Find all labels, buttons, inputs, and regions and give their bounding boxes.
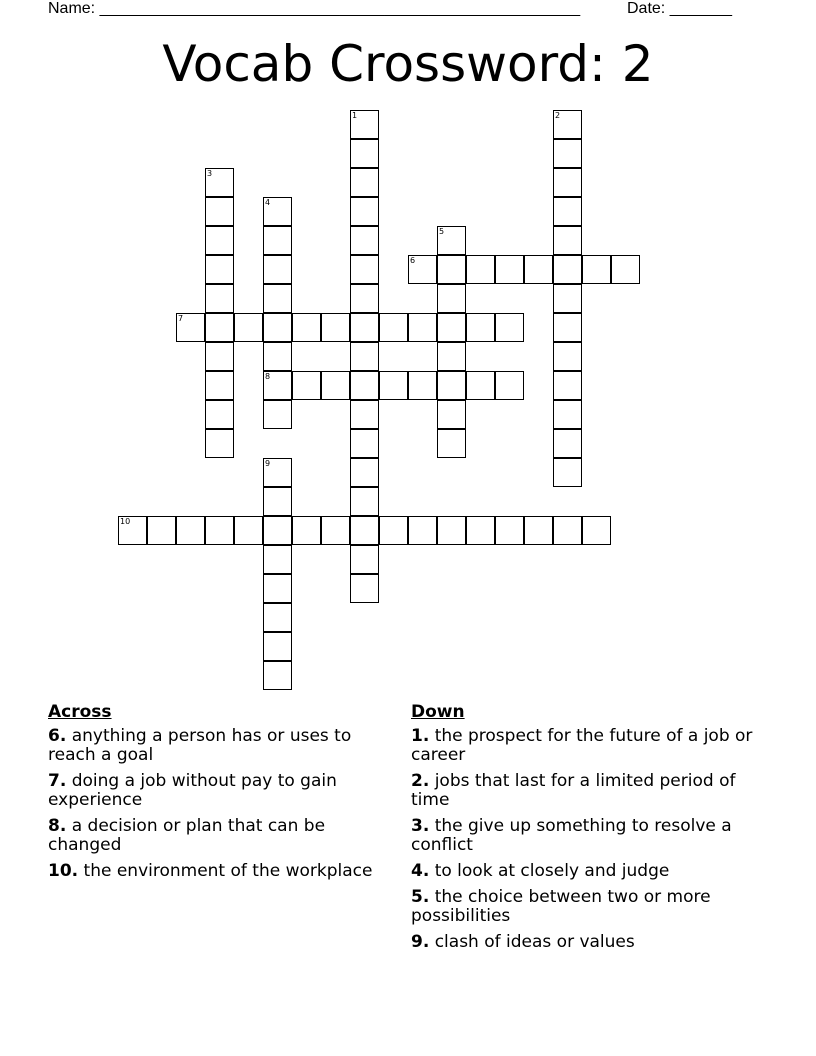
grid-cell[interactable] [408, 516, 437, 545]
grid-cell[interactable] [205, 313, 234, 342]
grid-cell[interactable] [553, 458, 582, 487]
grid-cell[interactable] [350, 487, 379, 516]
grid-cell[interactable] [263, 603, 292, 632]
page-title: Vocab Crossword: 2 [162, 35, 654, 93]
grid-cell[interactable] [234, 313, 263, 342]
grid-cell[interactable] [408, 313, 437, 342]
grid-cell[interactable] [263, 197, 292, 226]
grid-cell[interactable] [263, 342, 292, 371]
grid-cell[interactable] [292, 371, 321, 400]
clue-down-2: 2. jobs that last for a limited period of time [411, 771, 736, 810]
clue-down-3: 3. the give up something to resolve a conflict [411, 816, 732, 855]
grid-cell[interactable] [205, 371, 234, 400]
grid-cell[interactable] [176, 516, 205, 545]
grid-cell[interactable] [263, 661, 292, 690]
grid-cell[interactable] [553, 400, 582, 429]
grid-cell[interactable] [205, 429, 234, 458]
grid-cell[interactable] [437, 400, 466, 429]
clue-across-8: 8. a decision or plan that can be changed [48, 816, 326, 855]
grid-cell[interactable] [437, 429, 466, 458]
grid-cell[interactable] [553, 110, 582, 139]
grid-cell[interactable] [205, 226, 234, 255]
grid-cell[interactable] [553, 342, 582, 371]
clue-number-label: 3 [207, 169, 213, 178]
clue-number-label: 9 [265, 459, 271, 468]
grid-cell[interactable] [292, 516, 321, 545]
grid-cell[interactable] [553, 255, 582, 284]
grid-cell[interactable] [350, 574, 379, 603]
clue-across-7: 7. doing a job without pay to gain experience [48, 771, 337, 810]
grid-cell[interactable] [582, 255, 611, 284]
grid-cell[interactable] [350, 226, 379, 255]
grid-cell[interactable] [437, 516, 466, 545]
clue-number-label: 7 [178, 314, 184, 323]
grid-cell[interactable] [205, 197, 234, 226]
grid-cell[interactable] [495, 255, 524, 284]
grid-cell[interactable] [321, 313, 350, 342]
grid-cell[interactable] [524, 516, 553, 545]
grid-cell[interactable] [350, 342, 379, 371]
grid-cell[interactable] [466, 371, 495, 400]
grid-cell[interactable] [350, 313, 379, 342]
grid-cell[interactable] [466, 313, 495, 342]
grid-cell[interactable] [350, 139, 379, 168]
grid-cell[interactable] [437, 342, 466, 371]
grid-cell[interactable] [553, 284, 582, 313]
grid-cell[interactable] [582, 516, 611, 545]
grid-cell[interactable] [205, 342, 234, 371]
grid-cell[interactable] [350, 168, 379, 197]
grid-cell[interactable] [553, 313, 582, 342]
grid-cell[interactable] [263, 545, 292, 574]
grid-cell[interactable] [553, 226, 582, 255]
clue-number-label: 2 [555, 111, 561, 120]
grid-cell[interactable] [350, 545, 379, 574]
grid-cell[interactable] [437, 255, 466, 284]
grid-cell[interactable] [350, 197, 379, 226]
grid-cell[interactable] [553, 168, 582, 197]
grid-cell[interactable] [495, 313, 524, 342]
grid-cell[interactable] [495, 516, 524, 545]
across-heading: Across [48, 702, 112, 722]
grid-cell[interactable] [350, 400, 379, 429]
clue-number-label: 1 [352, 111, 358, 120]
clue-number-label: 5 [439, 227, 445, 236]
grid-cell[interactable] [379, 516, 408, 545]
clue-down-1: 1. the prospect for the future of a job or career [411, 726, 753, 765]
grid-cell[interactable] [292, 313, 321, 342]
clue-number-label: 6 [410, 256, 416, 265]
grid-cell[interactable] [350, 371, 379, 400]
grid-cell[interactable] [408, 371, 437, 400]
grid-cell[interactable] [263, 284, 292, 313]
grid-cell[interactable] [205, 400, 234, 429]
grid-cell[interactable] [350, 284, 379, 313]
down-heading: Down [411, 702, 465, 722]
grid-cell[interactable] [437, 371, 466, 400]
grid-cell[interactable] [263, 400, 292, 429]
clue-number-label: 8 [265, 372, 271, 381]
grid-cell[interactable] [350, 255, 379, 284]
grid-cell[interactable] [495, 371, 524, 400]
grid-cell[interactable] [234, 516, 263, 545]
clue-across-10: 10. the environment of the workplace [48, 861, 373, 881]
grid-cell[interactable] [553, 197, 582, 226]
grid-cell[interactable] [437, 284, 466, 313]
clue-down-9: 9. clash of ideas or values [411, 932, 635, 952]
date-field-line: Date: _______ [627, 0, 732, 17]
grid-cell[interactable] [350, 429, 379, 458]
grid-cell[interactable] [263, 632, 292, 661]
grid-cell[interactable] [553, 371, 582, 400]
grid-cell[interactable] [553, 516, 582, 545]
grid-cell[interactable] [263, 371, 292, 400]
clue-down-5: 5. the choice between two or more possibilities [411, 887, 711, 926]
grid-cell[interactable] [263, 313, 292, 342]
grid-cell[interactable] [321, 371, 350, 400]
grid-cell[interactable] [437, 313, 466, 342]
clue-number-label: 10 [120, 517, 131, 526]
grid-cell[interactable] [263, 574, 292, 603]
grid-cell[interactable] [263, 458, 292, 487]
grid-cell[interactable] [263, 255, 292, 284]
down-clues [411, 702, 756, 959]
grid-cell[interactable] [524, 255, 553, 284]
clue-number-label: 4 [265, 198, 271, 207]
grid-cell[interactable] [205, 516, 234, 545]
clue-across-6: 6. anything a person has or uses to reach a goal [48, 726, 352, 765]
name-field-line: Name: ______________________________________________________ [48, 0, 581, 17]
grid-cell[interactable] [466, 255, 495, 284]
grid-cell[interactable] [205, 255, 234, 284]
grid-cell[interactable] [205, 284, 234, 313]
grid-cell[interactable] [553, 139, 582, 168]
grid-cell[interactable] [263, 516, 292, 545]
grid-cell[interactable] [176, 313, 205, 342]
grid-cell[interactable] [408, 255, 437, 284]
across-clues [48, 702, 403, 888]
grid-cell[interactable] [350, 516, 379, 545]
grid-cell[interactable] [205, 168, 234, 197]
grid-cell[interactable] [118, 516, 147, 545]
grid-cell[interactable] [147, 516, 176, 545]
grid-cell[interactable] [553, 429, 582, 458]
grid-cell[interactable] [321, 516, 350, 545]
grid-cell[interactable] [466, 516, 495, 545]
grid-cell[interactable] [350, 458, 379, 487]
grid-cell[interactable] [379, 371, 408, 400]
grid-cell[interactable] [611, 255, 640, 284]
clue-down-4: 4. to look at closely and judge [411, 861, 670, 881]
grid-cell[interactable] [379, 313, 408, 342]
grid-cell[interactable] [263, 226, 292, 255]
grid-cell[interactable] [437, 226, 466, 255]
grid-cell[interactable] [263, 487, 292, 516]
grid-cell[interactable] [350, 110, 379, 139]
